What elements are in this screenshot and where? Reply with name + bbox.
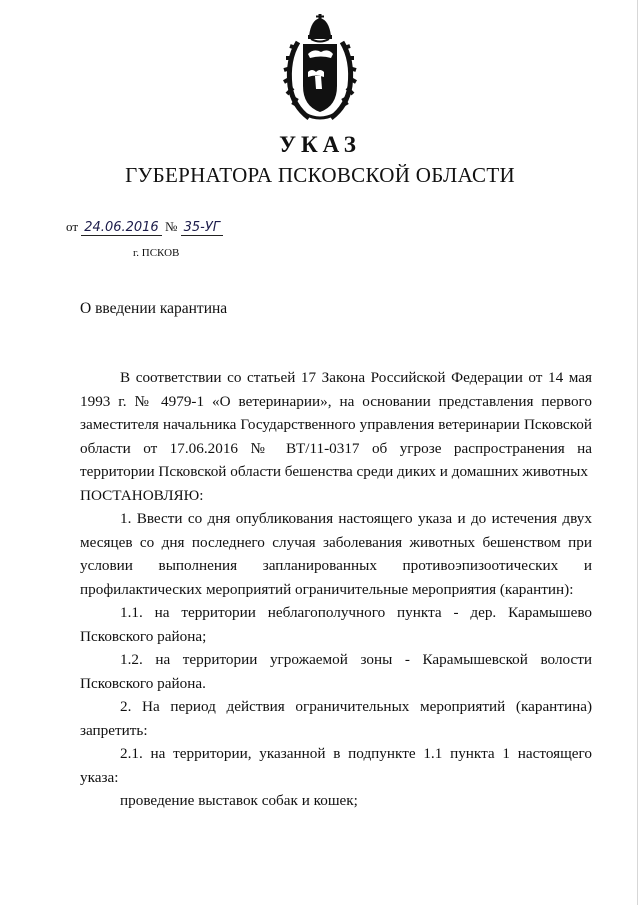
body-paragraph: В соответствии со статьей 17 Закона Российской Федерации от 14 мая 1993 г. № 4979-1 «О ветеринарии», на основании представления первого заместителя начальника Государственного управления ветеринарии Псковской области от 17.06.2016 № ВТ/11-0317 об угрозе распространения на территории Псковской области бешенства среди диких и домашних животных bbox=[80, 369, 592, 480]
body-paragraph: 1.2. на территории угрожаемой зоны - Карамышевской волости Псковского района. bbox=[80, 651, 592, 692]
body-paragraph: ПОСТАНОВЛЯЮ: bbox=[80, 486, 204, 504]
number-prefix: № bbox=[164, 219, 178, 234]
issuer-title: ГУБЕРНАТОРА ПСКОВСКОЙ ОБЛАСТИ bbox=[125, 163, 515, 187]
body-paragraph: 1. Ввести со дня опубликования настоящего указа и до истечения двух месяцев со дня последнего случая заболевания животных бешенством при условии выполнения запланированных противоэпизоотических и профилактических мероприятий ограничительные мероприятия (карантин): bbox=[80, 510, 592, 598]
handwritten-number: 35-УГ bbox=[181, 221, 223, 236]
handwritten-date: 24.06.2016 bbox=[81, 221, 161, 236]
body-paragraph: 1.1. на территории неблагополучного пункта - дер. Карамышево Псковского района; bbox=[80, 604, 592, 645]
coat-of-arms-emblem bbox=[281, 14, 359, 122]
city-label: г. ПСКОВ bbox=[133, 247, 180, 259]
body-paragraph: проведение выставок собак и кошек; bbox=[120, 792, 358, 809]
scan-edge bbox=[637, 0, 638, 905]
body-paragraph: 2. На период действия ограничительных мероприятий (карантина) запретить: bbox=[80, 698, 592, 739]
body-paragraph: 2.1. на территории, указанной в подпункте 1.1 пункта 1 настоящего указа: bbox=[80, 745, 592, 786]
document-title: УКАЗ bbox=[279, 132, 361, 157]
document-subject: О введении карантина bbox=[80, 300, 228, 317]
date-number-line bbox=[66, 219, 223, 236]
document-body bbox=[80, 366, 592, 813]
date-prefix: от bbox=[66, 219, 79, 234]
